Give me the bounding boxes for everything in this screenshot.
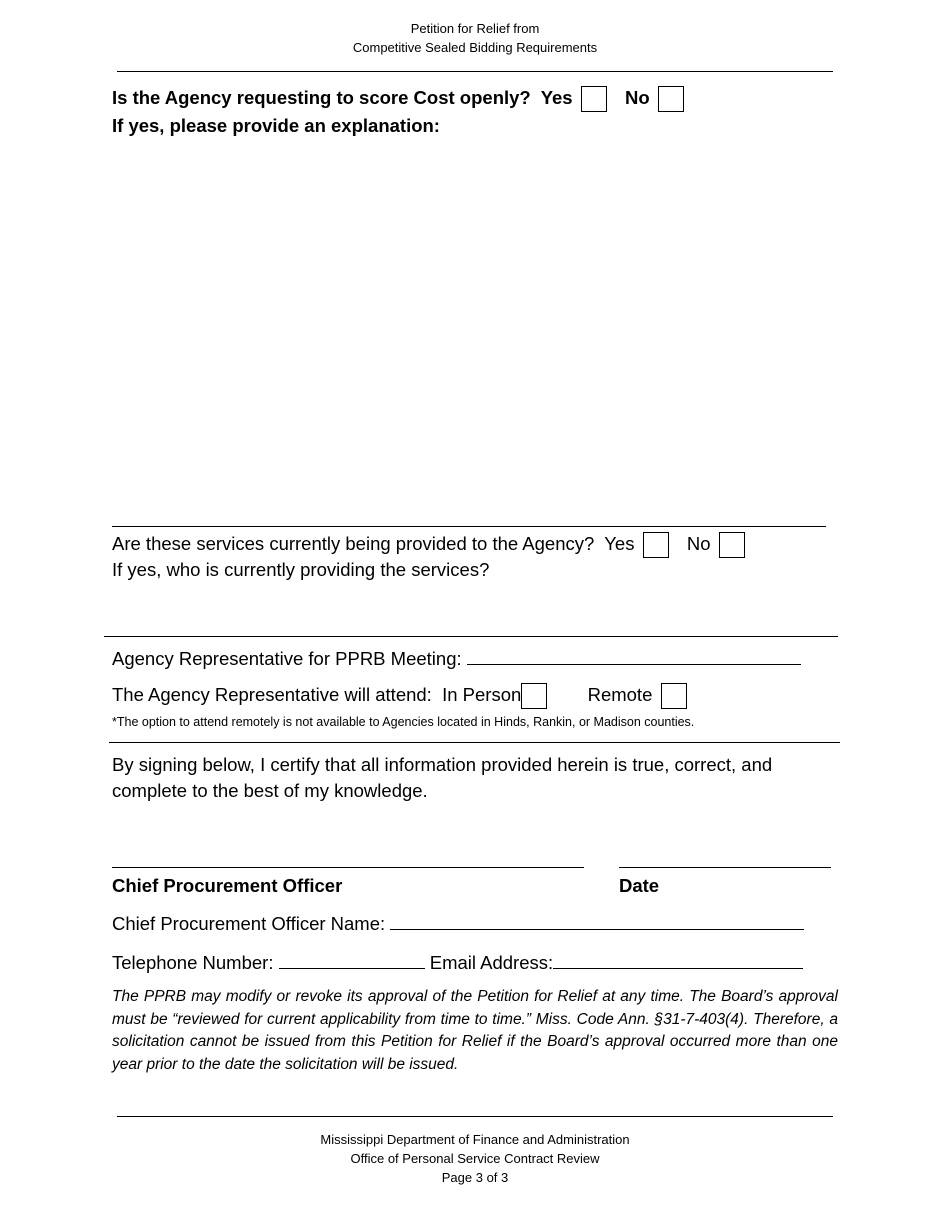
page-footer (0, 1130, 950, 1187)
services-yes-checkbox[interactable] (643, 532, 669, 558)
rep-label: Agency Representative for PPRB Meeting: (112, 648, 462, 669)
date-line[interactable] (619, 867, 831, 868)
footer-line-1: Mississippi Department of Finance and Administration (320, 1132, 630, 1147)
cost-question-text: Is the Agency requesting to score Cost openly? (112, 87, 531, 108)
remote-checkbox[interactable] (661, 683, 687, 709)
cost-no-checkbox[interactable] (658, 86, 684, 112)
officer-name-row (112, 911, 804, 937)
phone-line[interactable] (279, 951, 425, 969)
services-yes-label: Yes (604, 533, 635, 554)
services-followup: If yes, who is currently providing the services? (112, 559, 490, 580)
attend-label: The Agency Representative will attend: (112, 684, 432, 705)
rep-name-line[interactable] (467, 647, 801, 665)
cost-no-label: No (625, 87, 650, 108)
certification-text: By signing below, I certify that all information provided herein is true, correct, and complete to the best of my knowledge. (112, 754, 773, 801)
signature-line[interactable] (112, 867, 584, 868)
email-label: Email Address: (429, 952, 554, 973)
header-line-2: Competitive Sealed Bidding Requirements (352, 40, 598, 55)
cost-yes-checkbox[interactable] (581, 86, 607, 112)
phone-label: Telephone Number: (112, 952, 274, 973)
services-question-text: Are these services currently being provided to the Agency? (112, 533, 595, 554)
page-header (0, 19, 950, 57)
attend-row (112, 682, 687, 709)
pprb-notice: The PPRB may modify or revoke its approval of the Petition for Relief at any time. The Board’s approval must be “reviewed for current applicability from time to time.” Miss. Code Ann. §31-7-403(4). Therefore, a solicitation cannot be issued from this Petition for Relief if the Board’s approval occurred more than one year prior to the date the solicitation will be issued. (112, 988, 838, 1073)
officer-name-line[interactable] (390, 912, 804, 930)
cost-section-divider (112, 526, 826, 527)
rep-row (112, 646, 801, 672)
services-no-label: No (686, 533, 711, 554)
in-person-checkbox[interactable] (521, 683, 547, 709)
services-question-row (112, 531, 745, 558)
contact-row (112, 950, 803, 976)
footer-divider (117, 1116, 833, 1117)
remote-footnote: *The option to attend remotely is not available to Agencies located in Hinds, Rankin, or Madison counties. (112, 715, 695, 729)
header-divider (117, 71, 833, 72)
cost-yes-label: Yes (540, 87, 573, 108)
in-person-label: In Person (442, 684, 522, 705)
officer-name-label: Chief Procurement Officer Name: (112, 913, 386, 934)
cost-question-row (112, 85, 684, 112)
footer-line-2: Office of Personal Service Contract Review (350, 1151, 600, 1166)
cost-explanation-area[interactable] (112, 145, 828, 515)
header-line-1: Petition for Relief from (410, 21, 540, 36)
date-label: Date (619, 875, 660, 896)
cost-explanation-prompt: If yes, please provide an explanation: (112, 115, 440, 136)
services-no-checkbox[interactable] (719, 532, 745, 558)
rep-section-divider (109, 742, 840, 743)
signature-label: Chief Procurement Officer (112, 875, 343, 896)
page-number: Page 3 of 3 (441, 1170, 509, 1185)
remote-label: Remote (587, 684, 653, 705)
services-section-divider (104, 636, 838, 637)
email-line[interactable] (553, 951, 803, 969)
